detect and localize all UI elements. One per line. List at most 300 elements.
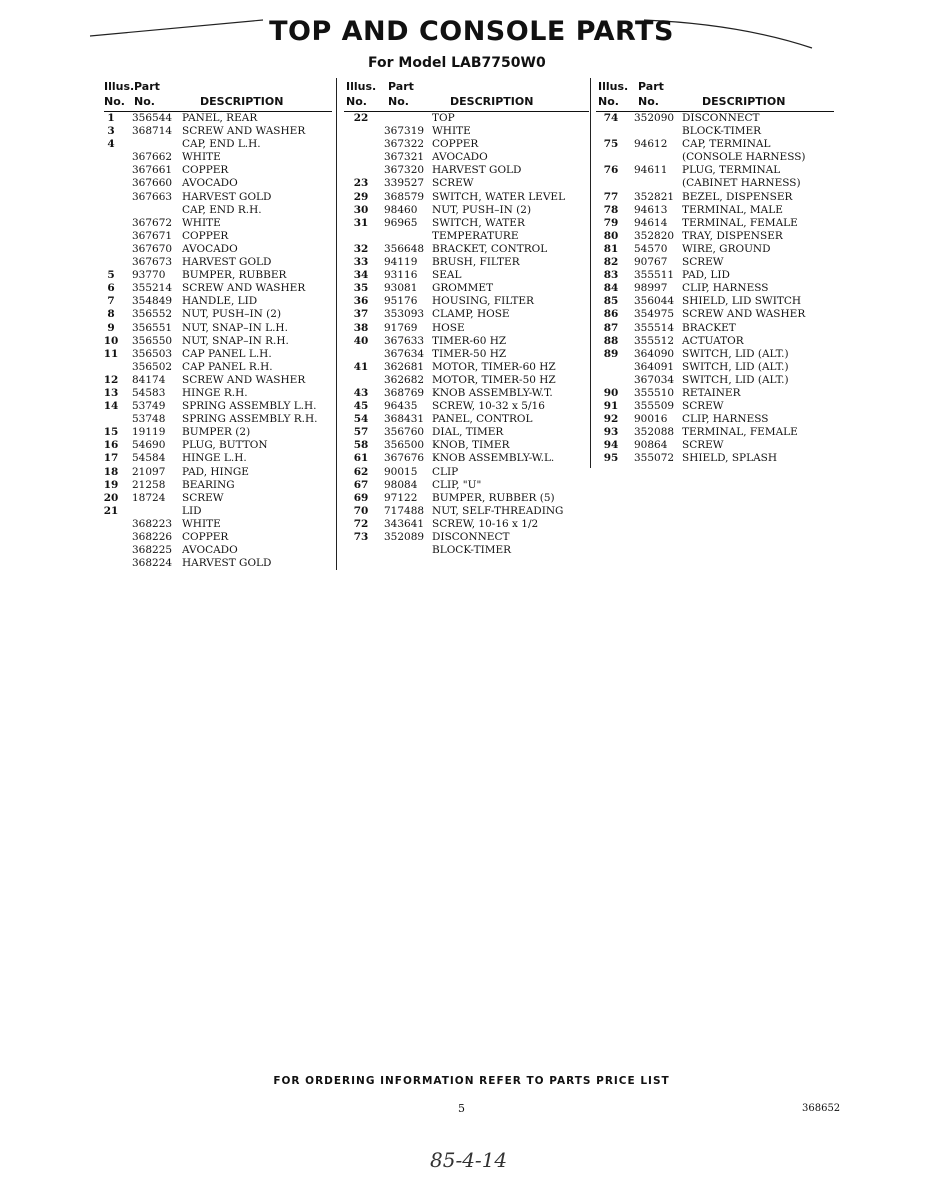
illus-number: 87 <box>603 321 619 334</box>
part-description: WHITE <box>182 216 221 229</box>
part-description: HARVEST GOLD <box>182 256 272 269</box>
parts-row <box>596 191 834 204</box>
part-description: (CABINET HARNESS) <box>682 177 801 190</box>
part-number: 368579 <box>384 190 425 203</box>
parts-row <box>344 518 589 531</box>
part-number: 355512 <box>634 334 675 347</box>
part-description: PANEL, CONTROL <box>432 413 533 426</box>
illus-number: 79 <box>603 216 619 229</box>
page-number: 5 <box>458 1102 465 1115</box>
column-divider <box>590 78 591 468</box>
illus-number: 78 <box>603 203 619 216</box>
parts-row <box>596 348 834 361</box>
parts-row <box>344 295 589 308</box>
parts-row <box>104 230 332 243</box>
part-number: 93081 <box>384 282 418 295</box>
part-description: SPRING ASSEMBLY R.H. <box>182 413 318 426</box>
part-description: CAP PANEL L.H. <box>182 347 272 360</box>
parts-row <box>596 125 834 138</box>
column-header <box>104 78 332 112</box>
part-number: 368714 <box>132 125 173 138</box>
part-description: SCREW AND WASHER <box>182 282 306 295</box>
illus-number: 43 <box>353 386 369 399</box>
part-number: 367676 <box>384 452 425 465</box>
parts-row <box>104 492 332 505</box>
part-description: HANDLE, LID <box>182 295 258 308</box>
part-number: 90015 <box>384 465 418 478</box>
part-description: BUMPER, RUBBER <box>182 269 287 282</box>
illus-number: 8 <box>107 308 115 321</box>
part-description: BEZEL, DISPENSER <box>682 190 793 203</box>
part-header-label: Part <box>638 80 664 93</box>
illus-number: 73 <box>353 531 369 543</box>
part-number: 356648 <box>384 242 425 255</box>
parts-row <box>344 505 589 518</box>
part-number: 367634 <box>384 347 425 360</box>
illus-number: 81 <box>603 242 619 255</box>
part-number: 352090 <box>634 112 675 124</box>
part-description: SCREW AND WASHER <box>682 308 806 321</box>
part-description: CAP, END L.H. <box>182 138 261 151</box>
illus-number: 74 <box>603 112 619 124</box>
part-number: 352089 <box>384 531 425 543</box>
part-description: COPPER <box>182 531 229 543</box>
part-number: 84174 <box>132 373 166 386</box>
part-description: CAP PANEL R.H. <box>182 360 273 373</box>
parts-row <box>104 426 332 439</box>
parts-row <box>596 426 834 439</box>
part-number: 367671 <box>132 229 173 242</box>
part-number: 367673 <box>132 256 173 269</box>
parts-column-1 <box>104 78 332 570</box>
parts-row <box>344 361 589 374</box>
ordering-footer: FOR ORDERING INFORMATION REFER TO PARTS PRICE LIST <box>273 1075 670 1087</box>
part-description: TOP <box>432 112 455 124</box>
parts-row <box>104 466 332 479</box>
parts-row <box>344 348 589 361</box>
parts-row <box>344 191 589 204</box>
illus-number: 94 <box>603 439 619 452</box>
part-description: CAP, TERMINAL <box>682 138 771 151</box>
parts-row <box>104 256 332 269</box>
part-description: HOUSING, FILTER <box>432 295 534 308</box>
parts-row <box>344 269 589 282</box>
part-number: 367322 <box>384 138 425 151</box>
parts-row <box>596 230 834 243</box>
parts-row <box>596 243 834 256</box>
part-description: BRACKET, CONTROL <box>432 242 548 255</box>
parts-row <box>344 544 589 557</box>
illus-number: 82 <box>603 256 619 269</box>
illus-no-header-label: No. <box>598 95 619 108</box>
part-description: CLIP, HARNESS <box>682 282 769 295</box>
parts-row <box>344 125 589 138</box>
illus-number: 3 <box>107 125 115 138</box>
parts-row <box>104 125 332 138</box>
part-description: CLIP <box>432 465 459 478</box>
parts-row <box>344 322 589 335</box>
parts-row <box>596 452 834 465</box>
illus-number: 12 <box>103 373 119 386</box>
part-number: 356500 <box>384 439 425 452</box>
part-description: TERMINAL, MALE <box>682 203 783 216</box>
part-description: WHITE <box>182 517 221 530</box>
part-number: 94611 <box>634 164 668 177</box>
parts-row <box>104 112 332 125</box>
part-number: 356503 <box>132 347 173 360</box>
illus-number: 15 <box>103 426 119 439</box>
part-description: PLUG, BUTTON <box>182 439 268 452</box>
part-number: 356552 <box>132 308 173 321</box>
parts-row <box>104 518 332 531</box>
illus-number: 88 <box>603 334 619 347</box>
illus-number: 76 <box>603 164 619 177</box>
parts-row <box>596 217 834 230</box>
part-description: BLOCK-TIMER <box>682 125 762 138</box>
parts-row <box>596 374 834 387</box>
part-number: 367670 <box>132 242 173 255</box>
part-description: COPPER <box>432 138 479 151</box>
part-description: COPPER <box>182 229 229 242</box>
illus-number: 61 <box>353 452 369 465</box>
part-number: 368225 <box>132 544 173 557</box>
part-description: NUT, PUSH–IN (2) <box>432 203 532 216</box>
part-number: 355514 <box>634 321 675 334</box>
illus-number: 83 <box>603 269 619 282</box>
part-description: SCREW AND WASHER <box>182 125 306 138</box>
part-description: WHITE <box>432 125 471 138</box>
part-description: NUT, SNAP–IN R.H. <box>182 334 289 347</box>
illus-number: 11 <box>103 347 119 360</box>
part-number: 98460 <box>384 203 418 216</box>
part-description: WIRE, GROUND <box>682 242 771 255</box>
part-number: 93770 <box>132 269 166 282</box>
part-description: CAP, END R.H. <box>182 203 262 216</box>
part-number: 364091 <box>634 360 675 373</box>
part-number: 21097 <box>132 465 166 478</box>
part-number: 90767 <box>634 256 668 269</box>
parts-row <box>344 230 589 243</box>
part-description: (CONSOLE HARNESS) <box>682 151 806 164</box>
part-number: 18724 <box>132 491 166 504</box>
parts-row <box>344 426 589 439</box>
illus-number: 75 <box>603 138 619 151</box>
description-header-label: DESCRIPTION <box>702 95 786 108</box>
part-description: PAD, LID <box>682 269 730 282</box>
illus-number: 20 <box>103 491 119 504</box>
part-number: 367633 <box>384 334 425 347</box>
part-number: 367660 <box>132 177 173 190</box>
part-number: 353093 <box>384 308 425 321</box>
illus-number: 69 <box>353 491 369 504</box>
part-description: PAD, HINGE <box>182 465 249 478</box>
part-description: HINGE L.H. <box>182 452 247 465</box>
illus-number: 90 <box>603 386 619 399</box>
part-description: AVOCADO <box>432 151 488 164</box>
part-description: SEAL <box>432 269 462 282</box>
illus-number: 30 <box>353 203 369 216</box>
parts-row <box>344 387 589 400</box>
parts-row <box>104 400 332 413</box>
illus-number: 9 <box>107 321 115 334</box>
parts-row <box>596 282 834 295</box>
part-number: 94119 <box>384 256 418 269</box>
part-number: 98997 <box>634 282 668 295</box>
part-number: 367661 <box>132 164 173 177</box>
parts-row <box>104 361 332 374</box>
illus-number: 45 <box>353 400 369 413</box>
part-description: SHIELD, LID SWITCH <box>682 295 802 308</box>
illus-number: 21 <box>103 504 119 517</box>
part-description: SCREW <box>432 177 474 190</box>
parts-row <box>104 531 332 544</box>
part-description: NUT, SNAP–IN L.H. <box>182 321 288 334</box>
handwritten-note: 85-4-14 <box>430 1148 508 1172</box>
part-description: COPPER <box>182 164 229 177</box>
part-no-header-label: No. <box>638 95 659 108</box>
part-header-label: Part <box>388 80 414 93</box>
illus-number: 92 <box>603 413 619 426</box>
part-description: DISCONNECT <box>432 531 510 543</box>
part-number: 355509 <box>634 400 675 413</box>
part-description: BUMPER (2) <box>182 426 251 439</box>
part-number: 54690 <box>132 439 166 452</box>
part-number: 343641 <box>384 517 425 530</box>
part-number: 356760 <box>384 426 425 439</box>
part-description: CLIP, HARNESS <box>682 413 769 426</box>
part-description: PANEL, REAR <box>182 112 258 124</box>
part-number: 368431 <box>384 413 425 426</box>
parts-row <box>344 413 589 426</box>
part-description: HARVEST GOLD <box>182 190 272 203</box>
part-number: 368223 <box>132 517 173 530</box>
parts-row <box>344 177 589 190</box>
part-description: MOTOR, TIMER-60 HZ <box>432 360 556 373</box>
part-number: 368224 <box>132 557 173 570</box>
illus-number: 19 <box>103 478 119 491</box>
part-number: 54584 <box>132 452 166 465</box>
description-header-label: DESCRIPTION <box>200 95 284 108</box>
parts-row <box>344 138 589 151</box>
parts-row <box>596 387 834 400</box>
part-number: 367320 <box>384 164 425 177</box>
parts-row <box>344 492 589 505</box>
document-number: 368652 <box>802 1103 841 1114</box>
parts-row <box>344 164 589 177</box>
part-number: 367662 <box>132 151 173 164</box>
parts-row <box>104 452 332 465</box>
parts-row <box>104 138 332 151</box>
part-number: 367319 <box>384 125 425 138</box>
part-description: SWITCH, LID (ALT.) <box>682 373 789 386</box>
part-number: 53748 <box>132 413 166 426</box>
illus-number: 33 <box>353 256 369 269</box>
part-number: 354849 <box>132 295 173 308</box>
part-description: KNOB ASSEMBLY-W.L. <box>432 452 555 465</box>
parts-row <box>596 164 834 177</box>
parts-row <box>344 217 589 230</box>
part-number: 19119 <box>132 426 166 439</box>
parts-row <box>344 400 589 413</box>
illus-number: 37 <box>353 308 369 321</box>
part-number: 352821 <box>634 190 675 203</box>
part-description: CLIP, "U" <box>432 478 482 491</box>
parts-row <box>344 479 589 492</box>
illus-number: 6 <box>107 282 115 295</box>
parts-row <box>104 505 332 518</box>
part-number: 356551 <box>132 321 173 334</box>
parts-row <box>344 151 589 164</box>
illus-number: 58 <box>353 439 369 452</box>
part-number: 54583 <box>132 386 166 399</box>
part-no-header-label: No. <box>388 95 409 108</box>
part-number: 96435 <box>384 400 418 413</box>
parts-row <box>344 439 589 452</box>
page-title: TOP AND CONSOLE PARTS <box>269 16 674 47</box>
parts-row <box>596 322 834 335</box>
part-description: SCREW <box>682 256 724 269</box>
parts-row <box>344 531 589 544</box>
part-number: 356502 <box>132 360 173 373</box>
part-number: 97122 <box>384 491 418 504</box>
parts-row <box>344 256 589 269</box>
part-description: GROMMET <box>432 282 494 295</box>
part-number: 356550 <box>132 334 173 347</box>
part-description: SCREW <box>682 400 724 413</box>
illus-number: 35 <box>353 282 369 295</box>
part-number: 339527 <box>384 177 425 190</box>
part-number: 356044 <box>634 295 675 308</box>
parts-row <box>104 413 332 426</box>
illus-number: 17 <box>103 452 119 465</box>
illus-header-label: Illus. <box>598 80 629 93</box>
part-number: 717488 <box>384 504 425 517</box>
part-number: 95176 <box>384 295 418 308</box>
parts-row <box>596 269 834 282</box>
part-number: 367663 <box>132 190 173 203</box>
parts-row <box>104 348 332 361</box>
part-number: 54570 <box>634 242 668 255</box>
parts-row <box>104 191 332 204</box>
part-description: TERMINAL, FEMALE <box>682 426 798 439</box>
illus-number: 10 <box>103 334 119 347</box>
illus-number: 67 <box>353 478 369 491</box>
part-number: 354975 <box>634 308 675 321</box>
part-header-label: Part <box>134 80 160 93</box>
illus-number: 23 <box>353 177 369 190</box>
parts-row <box>596 295 834 308</box>
part-number: 91769 <box>384 321 418 334</box>
illus-number: 1 <box>107 112 115 124</box>
description-header-label: DESCRIPTION <box>450 95 534 108</box>
parts-row <box>104 479 332 492</box>
part-description: BRACKET <box>682 321 736 334</box>
part-number: 362682 <box>384 373 425 386</box>
part-description: MOTOR, TIMER-50 HZ <box>432 373 556 386</box>
part-description: AVOCADO <box>182 544 238 557</box>
parts-row <box>104 439 332 452</box>
illus-number: 93 <box>603 426 619 439</box>
part-number: 355214 <box>132 282 173 295</box>
illus-number: 32 <box>353 242 369 255</box>
parts-row <box>596 177 834 190</box>
parts-row <box>104 374 332 387</box>
part-description: TIMER-50 HZ <box>432 347 507 360</box>
part-description: SCREW <box>182 491 224 504</box>
illus-number: 77 <box>603 190 619 203</box>
part-number: 90016 <box>634 413 668 426</box>
part-description: BRUSH, FILTER <box>432 256 520 269</box>
parts-row <box>344 466 589 479</box>
part-number: 368226 <box>132 531 173 543</box>
parts-row <box>104 269 332 282</box>
part-description: AVOCADO <box>182 177 238 190</box>
part-number: 96965 <box>384 216 418 229</box>
part-number: 368769 <box>384 386 425 399</box>
parts-row <box>344 112 589 125</box>
illus-number: 14 <box>103 400 119 413</box>
parts-column-3 <box>596 78 834 466</box>
part-description: SHIELD, SPLASH <box>682 452 778 465</box>
part-description: CLAMP, HOSE <box>432 308 510 321</box>
part-description: SCREW AND WASHER <box>182 373 306 386</box>
part-description: SCREW, 10-16 x 1/2 <box>432 517 539 530</box>
parts-row <box>104 151 332 164</box>
parts-column-2 <box>344 78 589 557</box>
parts-row <box>104 335 332 348</box>
model-subtitle: For Model LAB7750W0 <box>368 55 546 71</box>
part-description: HARVEST GOLD <box>182 557 272 570</box>
parts-row <box>104 387 332 400</box>
illus-number: 91 <box>603 400 619 413</box>
illus-number: 29 <box>353 190 369 203</box>
part-number: 352820 <box>634 229 675 242</box>
part-description: BLOCK-TIMER <box>432 544 512 557</box>
part-description: WHITE <box>182 151 221 164</box>
part-description: DIAL, TIMER <box>432 426 504 439</box>
part-description: BUMPER, RUBBER (5) <box>432 491 555 504</box>
part-number: 94612 <box>634 138 668 151</box>
part-description: SCREW, 10-32 x 5/16 <box>432 400 545 413</box>
illus-number: 84 <box>603 282 619 295</box>
illus-number: 41 <box>353 360 369 373</box>
parts-row <box>104 204 332 217</box>
parts-row <box>344 204 589 217</box>
illus-number: 54 <box>353 413 369 426</box>
part-description: AVOCADO <box>182 242 238 255</box>
illus-number: 36 <box>353 295 369 308</box>
part-description: SPRING ASSEMBLY L.H. <box>182 400 317 413</box>
parts-row <box>344 282 589 295</box>
part-description: SCREW <box>682 439 724 452</box>
parts-row <box>596 400 834 413</box>
illus-number: 40 <box>353 334 369 347</box>
parts-row <box>104 243 332 256</box>
part-description: HARVEST GOLD <box>432 164 522 177</box>
parts-row <box>104 557 332 570</box>
illus-number: 13 <box>103 386 119 399</box>
part-number: 362681 <box>384 360 425 373</box>
part-number: 93116 <box>384 269 418 282</box>
parts-row <box>596 204 834 217</box>
parts-row <box>596 361 834 374</box>
part-no-header-label: No. <box>134 95 155 108</box>
illus-header-label: Illus. <box>346 80 377 93</box>
part-description: PLUG, TERMINAL <box>682 164 781 177</box>
parts-row <box>344 335 589 348</box>
illus-no-header-label: No. <box>104 95 125 108</box>
parts-row <box>104 308 332 321</box>
